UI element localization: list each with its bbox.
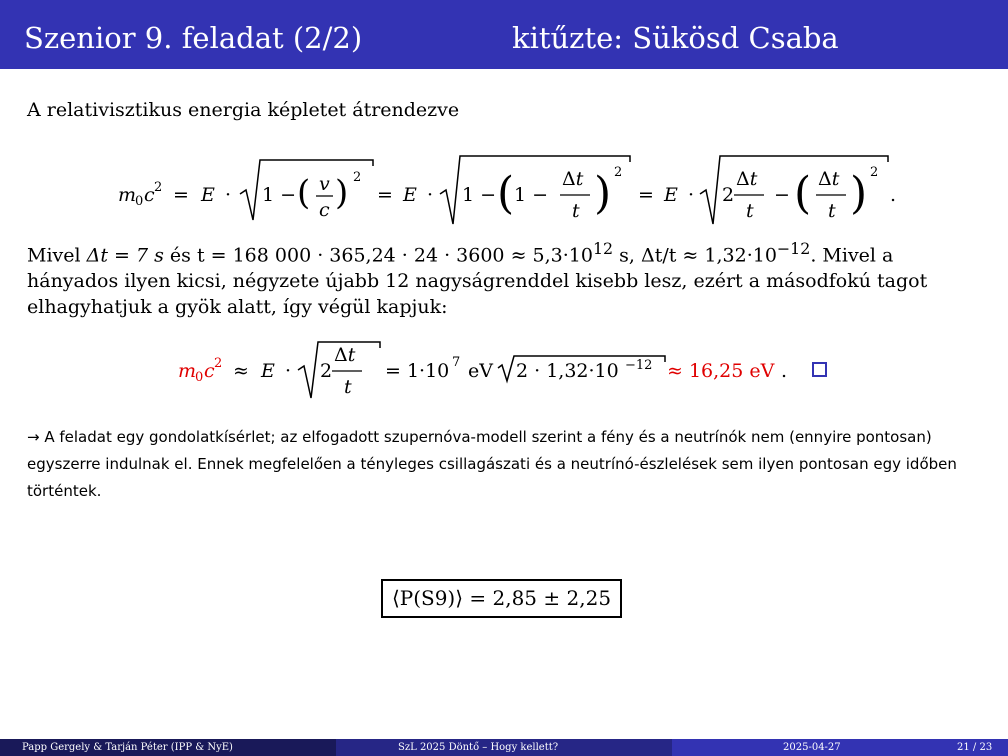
svg-text:Δt: Δt	[736, 168, 758, 190]
svg-text:E: E	[261, 360, 275, 382]
footer-date: 2025-04-27	[783, 742, 841, 753]
svg-text:2: 2	[614, 165, 623, 180]
svg-text:2: 2	[722, 184, 735, 206]
footer-authors: Papp Gergely & Tarján Péter (IPP & NyE)	[0, 739, 336, 756]
svg-text:.: .	[890, 184, 897, 206]
svg-text:1 −: 1 −	[462, 184, 497, 206]
svg-text:−12: −12	[625, 358, 653, 373]
svg-text:c: c	[204, 360, 215, 382]
svg-text:Δt: Δt	[562, 168, 584, 190]
svg-text:m: m	[118, 184, 137, 206]
svg-text:2: 2	[870, 165, 879, 180]
slide-author: kitűzte: Sükösd Csaba	[512, 21, 839, 55]
svg-text:7: 7	[452, 355, 461, 370]
equation-energy	[110, 150, 910, 230]
para-t: t = 168 000 · 365,24 · 24 · 3600 ≈ 5,3·10	[196, 244, 593, 267]
footer-bar	[0, 739, 1008, 756]
boxed-result: ⟨P(S9)⟩ = 2,85 ± 2,25	[381, 579, 622, 618]
svg-text:t: t	[746, 200, 754, 222]
svg-text:= 1·10: = 1·10	[385, 360, 450, 382]
svg-text:E: E	[664, 184, 678, 206]
result-value: ≈ 16,25 eV	[667, 360, 775, 382]
explanation-paragraph	[27, 236, 982, 320]
para-t-exp: 12	[592, 239, 614, 258]
svg-text:0: 0	[195, 370, 204, 385]
para-and: és	[163, 244, 197, 267]
para-s: s,	[613, 244, 641, 267]
header-bar	[0, 0, 1008, 69]
svg-text:·: ·	[688, 184, 695, 206]
svg-text:E: E	[403, 184, 417, 206]
svg-text:2: 2	[353, 170, 362, 185]
svg-text:t: t	[572, 200, 580, 222]
svg-text:−: −	[774, 184, 790, 206]
svg-text:Δt: Δt	[818, 168, 840, 190]
svg-text:t: t	[344, 376, 352, 398]
svg-text:=: =	[377, 184, 393, 206]
svg-text:1 −: 1 −	[514, 184, 549, 206]
svg-text:m: m	[178, 360, 197, 382]
svg-text:(: (	[297, 173, 311, 213]
svg-text:(: (	[794, 168, 812, 219]
svg-text:1 −: 1 −	[262, 184, 297, 206]
svg-text:v: v	[319, 173, 330, 195]
footer-page: 21 / 23	[957, 742, 993, 753]
svg-text:E: E	[201, 184, 215, 206]
svg-text:.: .	[781, 360, 788, 382]
svg-text:2: 2	[214, 356, 223, 371]
svg-text:(: (	[497, 168, 515, 219]
svg-text:2: 2	[320, 360, 333, 382]
svg-text:·: ·	[285, 360, 292, 382]
svg-text:Δt: Δt	[334, 344, 356, 366]
svg-text:): )	[594, 168, 612, 219]
svg-text:2 · 1,32·10: 2 · 1,32·10	[516, 360, 619, 382]
svg-text:c: c	[319, 199, 330, 221]
intro-text: A relativisztikus energia képletet átrendezve	[27, 99, 460, 121]
para-dt: Δt = 7 s	[86, 244, 164, 267]
para-ratio-exp: −12	[776, 239, 811, 258]
svg-text:=: =	[173, 184, 189, 206]
svg-text:=: =	[638, 184, 654, 206]
footer-date-page	[672, 739, 1008, 756]
para-prefix: Mivel	[27, 244, 87, 267]
equation-result	[170, 336, 850, 406]
qed-square-icon	[813, 363, 826, 376]
para-rest: . Mivel a hányados ilyen kicsi, négyzete újabb 12 nagyságrenddel kisebb lesz, ezért a másodfokú tagot elhagyhatjuk a gyök alatt, így végül kapjuk:	[27, 244, 928, 319]
footer-event: SzL 2025 Döntő – Hogy kellett?	[336, 739, 672, 756]
svg-text:c: c	[144, 184, 155, 206]
para-ratio: Δt/t ≈ 1,32·10	[641, 244, 777, 267]
svg-text:2: 2	[154, 180, 163, 195]
slide-title: Szenior 9. feladat (2/2)	[24, 21, 363, 55]
svg-text:·: ·	[427, 184, 434, 206]
svg-text:≈: ≈	[233, 360, 249, 382]
svg-text:0: 0	[135, 194, 144, 209]
svg-text:t: t	[828, 200, 836, 222]
svg-text:·: ·	[225, 184, 232, 206]
svg-text:): )	[335, 173, 349, 213]
svg-text:): )	[850, 168, 868, 219]
remark-note: → A feladat egy gondolatkísérlet; az elfogadott szupernóva-modell szerint a fény és a neutrínók nem (ennyire pontosan) egyszerre indulnak el. Ennek megfelelően a tényleges csillagászati és a neutrínó-észlelések sem ilyen pontosan egy időben történtek.	[27, 428, 957, 500]
svg-text:eV: eV	[468, 360, 493, 382]
